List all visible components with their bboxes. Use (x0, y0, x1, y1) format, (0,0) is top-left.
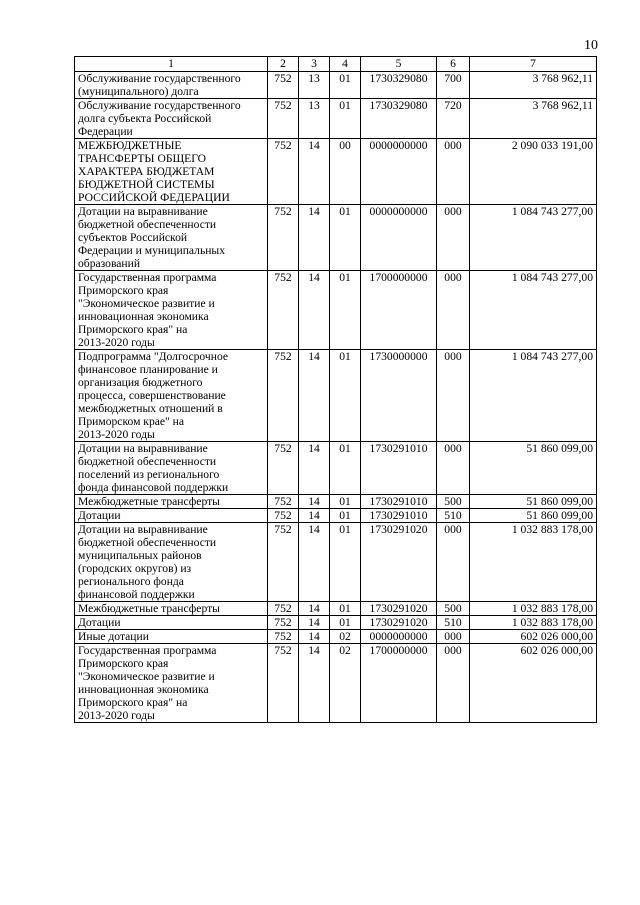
expense-type-cell: 000 (437, 630, 470, 644)
target-article-cell: 1700000000 (361, 644, 437, 723)
table-row (75, 205, 597, 271)
section-code-cell: 14 (299, 523, 330, 602)
expense-type-cell: 000 (437, 350, 470, 442)
table-row (75, 72, 597, 99)
ministry-code-cell: 752 (268, 509, 299, 523)
table-header-row (75, 57, 597, 72)
row-name-cell: Государственная программа Приморского края "Экономическое развитие и инновационная экономика Приморского края" на 2013-2020 годы (75, 644, 268, 723)
subsection-code-cell: 02 (330, 630, 361, 644)
ministry-code-cell: 752 (268, 139, 299, 205)
table-row (75, 644, 597, 723)
subsection-code-cell: 00 (330, 139, 361, 205)
expense-type-cell: 000 (437, 644, 470, 723)
ministry-code-cell: 752 (268, 350, 299, 442)
amount-cell: 51 860 099,00 (470, 442, 597, 495)
expense-type-cell: 500 (437, 495, 470, 509)
target-article-cell: 0000000000 (361, 205, 437, 271)
ministry-code-cell: 752 (268, 271, 299, 350)
page-number: 10 (584, 38, 598, 53)
subsection-code-cell: 01 (330, 205, 361, 271)
subsection-code-cell: 01 (330, 509, 361, 523)
expense-type-cell: 510 (437, 509, 470, 523)
subsection-code-cell: 01 (330, 495, 361, 509)
target-article-cell: 1730291010 (361, 509, 437, 523)
section-code-cell: 13 (299, 99, 330, 139)
target-article-cell: 1730291020 (361, 523, 437, 602)
subsection-code-cell: 01 (330, 99, 361, 139)
subsection-code-cell: 01 (330, 72, 361, 99)
expense-type-cell: 700 (437, 72, 470, 99)
subsection-code-cell: 02 (330, 644, 361, 723)
ministry-code-cell: 752 (268, 630, 299, 644)
target-article-cell: 1730329080 (361, 99, 437, 139)
budget-table (74, 56, 597, 723)
section-code-cell: 14 (299, 271, 330, 350)
section-code-cell: 14 (299, 205, 330, 271)
column-header: 4 (330, 57, 361, 72)
expense-type-cell: 720 (437, 99, 470, 139)
subsection-code-cell: 01 (330, 602, 361, 616)
expense-type-cell: 000 (437, 139, 470, 205)
row-name-cell: Дотации на выравнивание бюджетной обеспеченности муниципальных районов (городских округов) из регионального фонда финансовой поддержки (75, 523, 268, 602)
target-article-cell: 1730000000 (361, 350, 437, 442)
target-article-cell: 1700000000 (361, 271, 437, 350)
row-name-cell: Подпрограмма "Долгосрочное финансовое планирование и организация бюджетного процесса, совершенствование межбюджетных отношений в Приморском крае" на 2013-2020 годы (75, 350, 268, 442)
row-name-cell: Иные дотации (75, 630, 268, 644)
row-name-cell: Государственная программа Приморского края "Экономическое развитие и инновационная экономика Приморского края" на 2013-2020 годы (75, 271, 268, 350)
section-code-cell: 14 (299, 602, 330, 616)
amount-cell: 1 084 743 277,00 (470, 350, 597, 442)
target-article-cell: 1730329080 (361, 72, 437, 99)
amount-cell: 602 026 000,00 (470, 644, 597, 723)
ministry-code-cell: 752 (268, 205, 299, 271)
ministry-code-cell: 752 (268, 602, 299, 616)
amount-cell: 1 084 743 277,00 (470, 205, 597, 271)
row-name-cell: Дотации (75, 509, 268, 523)
section-code-cell: 14 (299, 495, 330, 509)
target-article-cell: 1730291020 (361, 616, 437, 630)
amount-cell: 51 860 099,00 (470, 495, 597, 509)
ministry-code-cell: 752 (268, 523, 299, 602)
ministry-code-cell: 752 (268, 616, 299, 630)
expense-type-cell: 000 (437, 271, 470, 350)
expense-type-cell: 000 (437, 442, 470, 495)
section-code-cell: 14 (299, 509, 330, 523)
table-row (75, 602, 597, 616)
target-article-cell: 0000000000 (361, 630, 437, 644)
expense-type-cell: 000 (437, 205, 470, 271)
target-article-cell: 1730291010 (361, 495, 437, 509)
table-row (75, 509, 597, 523)
row-name-cell: Обслуживание государственного (муниципального) долга (75, 72, 268, 99)
subsection-code-cell: 01 (330, 442, 361, 495)
row-name-cell: Межбюджетные трансферты (75, 602, 268, 616)
table-row (75, 442, 597, 495)
amount-cell: 51 860 099,00 (470, 509, 597, 523)
column-header: 1 (75, 57, 268, 72)
subsection-code-cell: 01 (330, 271, 361, 350)
table-row (75, 630, 597, 644)
section-code-cell: 14 (299, 630, 330, 644)
amount-cell: 3 768 962,11 (470, 99, 597, 139)
row-name-cell: МЕЖБЮДЖЕТНЫЕ ТРАНСФЕРТЫ ОБЩЕГО ХАРАКТЕРА БЮДЖЕТАМ БЮДЖЕТНОЙ СИСТЕМЫ РОССИЙСКОЙ ФЕДЕРАЦИИ (75, 139, 268, 205)
amount-cell: 1 084 743 277,00 (470, 271, 597, 350)
expense-type-cell: 000 (437, 523, 470, 602)
target-article-cell: 1730291010 (361, 442, 437, 495)
table-row (75, 99, 597, 139)
ministry-code-cell: 752 (268, 99, 299, 139)
target-article-cell: 0000000000 (361, 139, 437, 205)
section-code-cell: 13 (299, 72, 330, 99)
row-name-cell: Дотации на выравнивание бюджетной обеспеченности субъектов Российской Федерации и муниципальных образований (75, 205, 268, 271)
row-name-cell: Обслуживание государственного долга субъекта Российской Федерации (75, 99, 268, 139)
table-row (75, 523, 597, 602)
section-code-cell: 14 (299, 442, 330, 495)
column-header: 6 (437, 57, 470, 72)
subsection-code-cell: 01 (330, 350, 361, 442)
row-name-cell: Дотации на выравнивание бюджетной обеспеченности поселений из регионального фонда финансовой поддержки (75, 442, 268, 495)
section-code-cell: 14 (299, 139, 330, 205)
amount-cell: 3 768 962,11 (470, 72, 597, 99)
column-header: 7 (470, 57, 597, 72)
table-row (75, 495, 597, 509)
expense-type-cell: 500 (437, 602, 470, 616)
table-row (75, 271, 597, 350)
expense-type-cell: 510 (437, 616, 470, 630)
amount-cell: 2 090 033 191,00 (470, 139, 597, 205)
column-header: 3 (299, 57, 330, 72)
section-code-cell: 14 (299, 350, 330, 442)
table-row (75, 350, 597, 442)
column-header: 2 (268, 57, 299, 72)
target-article-cell: 1730291020 (361, 602, 437, 616)
column-header: 5 (361, 57, 437, 72)
amount-cell: 1 032 883 178,00 (470, 616, 597, 630)
subsection-code-cell: 01 (330, 523, 361, 602)
section-code-cell: 14 (299, 644, 330, 723)
table-row (75, 616, 597, 630)
amount-cell: 1 032 883 178,00 (470, 523, 597, 602)
table-row (75, 139, 597, 205)
ministry-code-cell: 752 (268, 72, 299, 99)
section-code-cell: 14 (299, 616, 330, 630)
row-name-cell: Дотации (75, 616, 268, 630)
amount-cell: 602 026 000,00 (470, 630, 597, 644)
row-name-cell: Межбюджетные трансферты (75, 495, 268, 509)
amount-cell: 1 032 883 178,00 (470, 602, 597, 616)
ministry-code-cell: 752 (268, 644, 299, 723)
ministry-code-cell: 752 (268, 495, 299, 509)
ministry-code-cell: 752 (268, 442, 299, 495)
subsection-code-cell: 01 (330, 616, 361, 630)
